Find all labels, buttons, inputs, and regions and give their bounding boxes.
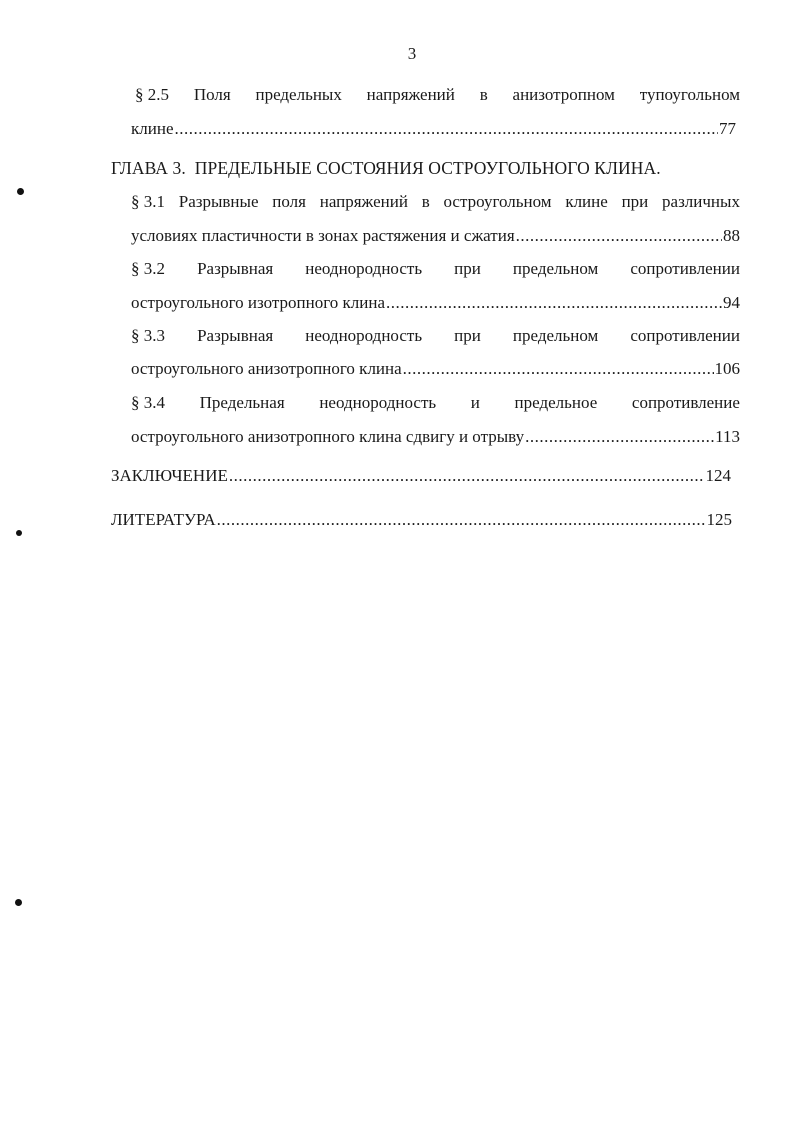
dot-leader <box>403 358 714 380</box>
toc-entry-3-4-line-1 <box>131 392 740 414</box>
toc-entry-text: остроугольного анизотропного клина сдвигу и отрыву <box>131 427 525 446</box>
toc-word: § 2.5 <box>135 85 169 104</box>
toc-word: поля <box>272 192 306 211</box>
dot-leader <box>217 509 706 531</box>
toc-page-ref: 113 <box>715 427 740 446</box>
toc-word: анизотропном <box>512 85 615 104</box>
toc-entry-2-5-line-2 <box>131 118 736 140</box>
toc-word: при <box>454 259 481 278</box>
toc-word: предельное <box>514 393 598 412</box>
toc-entry-3-3-line-2 <box>131 358 740 380</box>
dot-leader <box>525 426 714 448</box>
toc-page-ref: 106 <box>714 359 740 378</box>
toc-word: неоднородность <box>305 259 423 278</box>
toc-word: при <box>454 326 481 345</box>
toc-entry-3-3-line-1 <box>131 325 740 347</box>
toc-word: напряжений <box>366 85 455 104</box>
dot-leader <box>229 465 705 487</box>
toc-entry-literature <box>111 509 732 531</box>
toc-entry-3-4-line-2 <box>131 426 740 448</box>
toc-entry-conclusion <box>111 465 731 487</box>
toc-word: § 3.3 <box>131 326 165 345</box>
toc-word: напряжений <box>319 192 408 211</box>
chapter-title: ПРЕДЕЛЬНЫЕ СОСТОЯНИЯ ОСТРОУГОЛЬНОГО КЛИНА. <box>194 158 661 178</box>
toc-word: при <box>621 192 649 211</box>
toc-word: сопротивлении <box>630 326 740 345</box>
toc-page-ref: 94 <box>723 293 740 312</box>
toc-word: Поля <box>193 85 231 104</box>
toc-entry-3-2-line-2 <box>131 292 740 314</box>
toc-word: Разрывная <box>197 259 274 278</box>
toc-word: предельном <box>512 326 599 345</box>
chapter-label: ГЛАВА 3. <box>111 158 186 178</box>
binder-hole-mark <box>17 188 24 195</box>
toc-word: предельном <box>512 259 599 278</box>
toc-page-ref: 124 <box>705 466 731 485</box>
toc-word: § 3.1 <box>131 192 165 211</box>
toc-page-ref: 88 <box>723 226 740 245</box>
toc-page-ref: 77 <box>719 119 736 138</box>
dot-leader <box>174 118 718 140</box>
dot-leader <box>386 292 722 314</box>
toc-entry-3-1-line-2 <box>131 225 740 247</box>
toc-word: остроугольном <box>443 192 552 211</box>
toc-entry-text: условиях пластичности в зонах растяжения и сжатия <box>131 226 515 245</box>
toc-page-ref: 125 <box>706 510 732 529</box>
binder-hole-mark <box>15 899 22 906</box>
page-number: 3 <box>407 44 417 63</box>
toc-word: и <box>470 393 480 412</box>
toc-word: клине <box>565 192 608 211</box>
toc-word: Разрывная <box>197 326 274 345</box>
toc-entry-text: ЗАКЛЮЧЕНИЕ <box>111 466 228 485</box>
toc-entry-3-2-line-1 <box>131 258 740 280</box>
toc-word: сопротивление <box>631 393 740 412</box>
toc-word: тупоугольном <box>639 85 740 104</box>
binder-hole-mark <box>16 530 22 536</box>
toc-word: неоднородность <box>319 393 437 412</box>
toc-entry-2-5-line-1 <box>135 84 740 106</box>
toc-word: Предельная <box>199 393 285 412</box>
toc-entry-text: клине <box>131 119 174 138</box>
toc-word: в <box>421 192 430 211</box>
toc-entry-3-1-line-1 <box>131 191 740 213</box>
toc-entry-text: остроугольного изотропного клина <box>131 293 386 312</box>
toc-word: § 3.4 <box>131 393 165 412</box>
toc-word: сопротивлении <box>630 259 740 278</box>
toc-word: предельных <box>255 85 342 104</box>
chapter-3-heading <box>111 157 731 179</box>
toc-entry-text: ЛИТЕРАТУРА <box>111 510 216 529</box>
toc-entry-text: остроугольного анизотропного клина <box>131 359 402 378</box>
dot-leader <box>516 225 722 247</box>
toc-word: в <box>479 85 488 104</box>
toc-word: неоднородность <box>305 326 423 345</box>
toc-word: § 3.2 <box>131 259 165 278</box>
toc-word: Разрывные <box>178 192 259 211</box>
toc-word: различных <box>662 192 740 211</box>
